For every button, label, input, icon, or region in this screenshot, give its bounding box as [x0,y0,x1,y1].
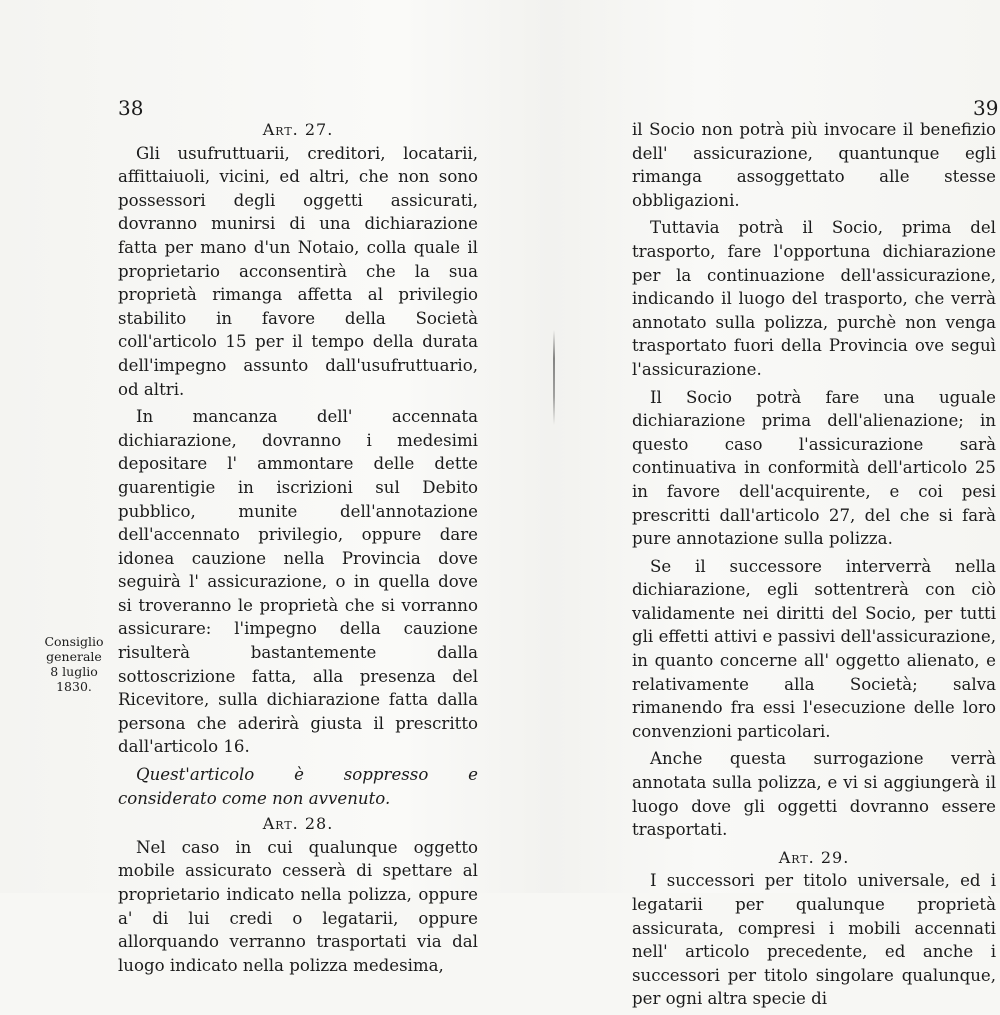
art28-paragraph-1: Nel caso in cui qualunque oggetto mobile assicurato cesserà di spettare al proprietario indicato nella polizza, oppure a' di lui credi o legatarii, oppure allorquando verranno trasportati via dal luogo indicato nella polizza medesima, [118,837,478,975]
paragraph-transport: Tuttavia potrà il Socio, prima del trasporto, fare l'opportuna dichiarazione per la continuazione dell'assicurazione, indicando il luogo del trasporto, che verrà annotato sulla polizza, purchè non venga trasportato fuori della Provincia ove seguì l'assicurazione. [632,218,996,379]
right-page-text [632,118,996,1015]
article-28-heading: Art. 28. [262,814,334,834]
suppressed-note: Quest'articolo è soppresso e considerato come non avvenuto. [118,765,478,808]
article-27-heading: Art. 27. [262,120,334,139]
article-29-heading: Art. 29. [778,847,850,867]
margin-note-line: 1830. [56,679,92,694]
art27-paragraph-2: In mancanza dell' accennata dichiarazione, dovranno i medesimi depositare l' ammontare delle dette guarentigie in iscrizioni sul Debito pubblico, munite dell'annotazione dell'accennato privilegio, oppure dare idonea cauzione nella Provincia dove seguirà l' assicurazione, o in quella dove si troveranno le proprietà che si vorranno assicurare: l'impegno della cauzione risulterà bastantemente dalla sottoscrizione fatta, alla presenza del Ricevitore, sulla dichiarazione fatta dalla persona che aderirà giusta il prescritto dall'articolo 16. [118,407,478,757]
margin-note-line: 8 luglio [50,664,98,679]
page-number-right: 39 [973,96,999,120]
gutter-mark [553,330,555,425]
left-page-text [118,118,478,981]
margin-note [40,634,108,694]
art29-paragraph-1: I successori per titolo universale, ed i legatarii per qualunque proprietà assicurata, compresi i mobili accennati nell' articolo precedente, ed anche i successori per titolo singolare qualunque, per ogni altra specie di [632,871,996,1009]
art27-paragraph-1: Gli usufruttuarii, creditori, locatarii, affittaiuoli, vicini, ed altri, che non sono possessori degli oggetti assicurati, dovranno munirsi di una dichiarazione fatta per mano d'un Notaio, colla quale il proprietario acconsentirà che la sua proprietà rimanga affetta al privilegio stabilito in favore della Società coll'articolo 15 per il tempo della durata dell'impegno assunto dall'usufruttuario, od altri. [118,143,478,399]
paragraph-successor: Se il successore interverrà nella dichiarazione, egli sottentrerà con ciò validamente nei diritti del Socio, per tutti gli effetti attivi e passivi dell'assicurazione, in quanto concerne all' oggetto alienato, e relativamente alla Società; salva rimanendo fra essi l'esecuzione delle loro convenzioni particolari. [632,556,996,741]
page-number-left: 38 [118,96,144,120]
margin-note-line: generale [46,649,102,664]
margin-note-line: Consiglio [44,634,104,649]
paragraph-surrogation: Anche questa surrogazione verrà annotata sulla polizza, e vi si aggiungerà il luogo dove gli oggetti dovranno essere trasportati. [632,749,996,840]
continued-paragraph: il Socio non potrà più invocare il benefizio dell' assicurazione, quantunque egli rimanga assoggettato alle stesse obbligazioni. [632,120,996,210]
paragraph-alienation: Il Socio potrà fare una uguale dichiarazione prima dell'alienazione; in questo caso l'assicurazione sarà continuativa in conformità dell'articolo 25 in favore dell'acquirente, e coi pesi prescritti dall'articolo 27, del che si farà pure annotazione sulla polizza. [632,387,996,549]
